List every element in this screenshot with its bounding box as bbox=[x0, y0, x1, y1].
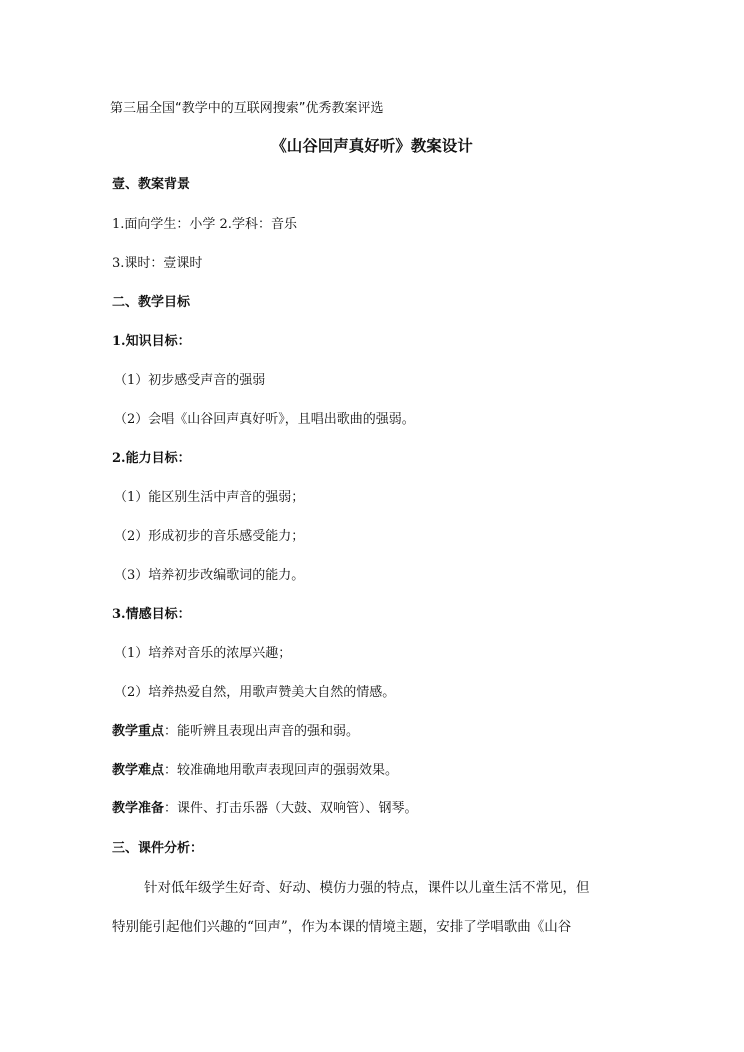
page-title: 《山谷回声真好听》教案设计 bbox=[271, 136, 473, 155]
background-line-2: 3.课时：壹课时 bbox=[112, 256, 203, 271]
ability-goal-item: （3）培养初步改编歌词的能力。 bbox=[114, 568, 305, 583]
preparation-text: ：课件、打击乐器（大鼓、双响管）、钢琴。 bbox=[164, 801, 418, 816]
key-points-label: 教学重点 bbox=[112, 724, 165, 739]
courseware-paragraph-line-2: 特别能引起他们兴趣的“回声”，作为本课的情境主题，安排了学唱歌曲《山谷 bbox=[112, 919, 572, 935]
preparation-line bbox=[112, 801, 418, 817]
background-line-1: 1.面向学生：小学 2.学科：音乐 bbox=[112, 217, 297, 232]
knowledge-goal-item: （1）初步感受声音的强弱 bbox=[114, 373, 266, 388]
knowledge-goal-heading: 1.知识目标： bbox=[112, 334, 191, 349]
emotion-goal-heading: 3.情感目标： bbox=[112, 607, 191, 622]
ability-goal-item: （2）形成初步的音乐感受能力； bbox=[114, 529, 305, 544]
preparation-label: 教学准备 bbox=[112, 801, 165, 816]
section2-heading: 二、教学目标 bbox=[112, 295, 191, 310]
ability-goal-heading: 2.能力目标： bbox=[112, 451, 191, 466]
courseware-paragraph-line-1: 针对低年级学生好奇、好动、模仿力强的特点，课件以儿童生活不常见，但 bbox=[144, 880, 590, 896]
section3-heading: 三、课件分析： bbox=[112, 841, 204, 856]
knowledge-goal-item: （2）会唱《山谷回声真好听》，且唱出歌曲的强弱。 bbox=[114, 412, 415, 427]
key-points-line bbox=[112, 724, 359, 740]
difficulties-line bbox=[112, 763, 398, 779]
section1-heading: 壹、教案背景 bbox=[112, 177, 191, 192]
emotion-goal-item: （2）培养热爱自然，用歌声赞美大自然的情感。 bbox=[114, 685, 396, 700]
difficulties-label: 教学难点 bbox=[112, 763, 165, 778]
emotion-goal-item: （1）培养对音乐的浓厚兴趣； bbox=[114, 646, 292, 661]
difficulties-text: ：较准确地用歌声表现回声的强弱效果。 bbox=[164, 763, 399, 778]
ability-goal-item: （1）能区别生活中声音的强弱； bbox=[114, 490, 305, 505]
document-header: 第三届全国“教学中的互联网搜索”优秀教案评选 bbox=[110, 101, 384, 116]
key-points-text: ：能听辨且表现出声音的强和弱。 bbox=[164, 724, 360, 739]
